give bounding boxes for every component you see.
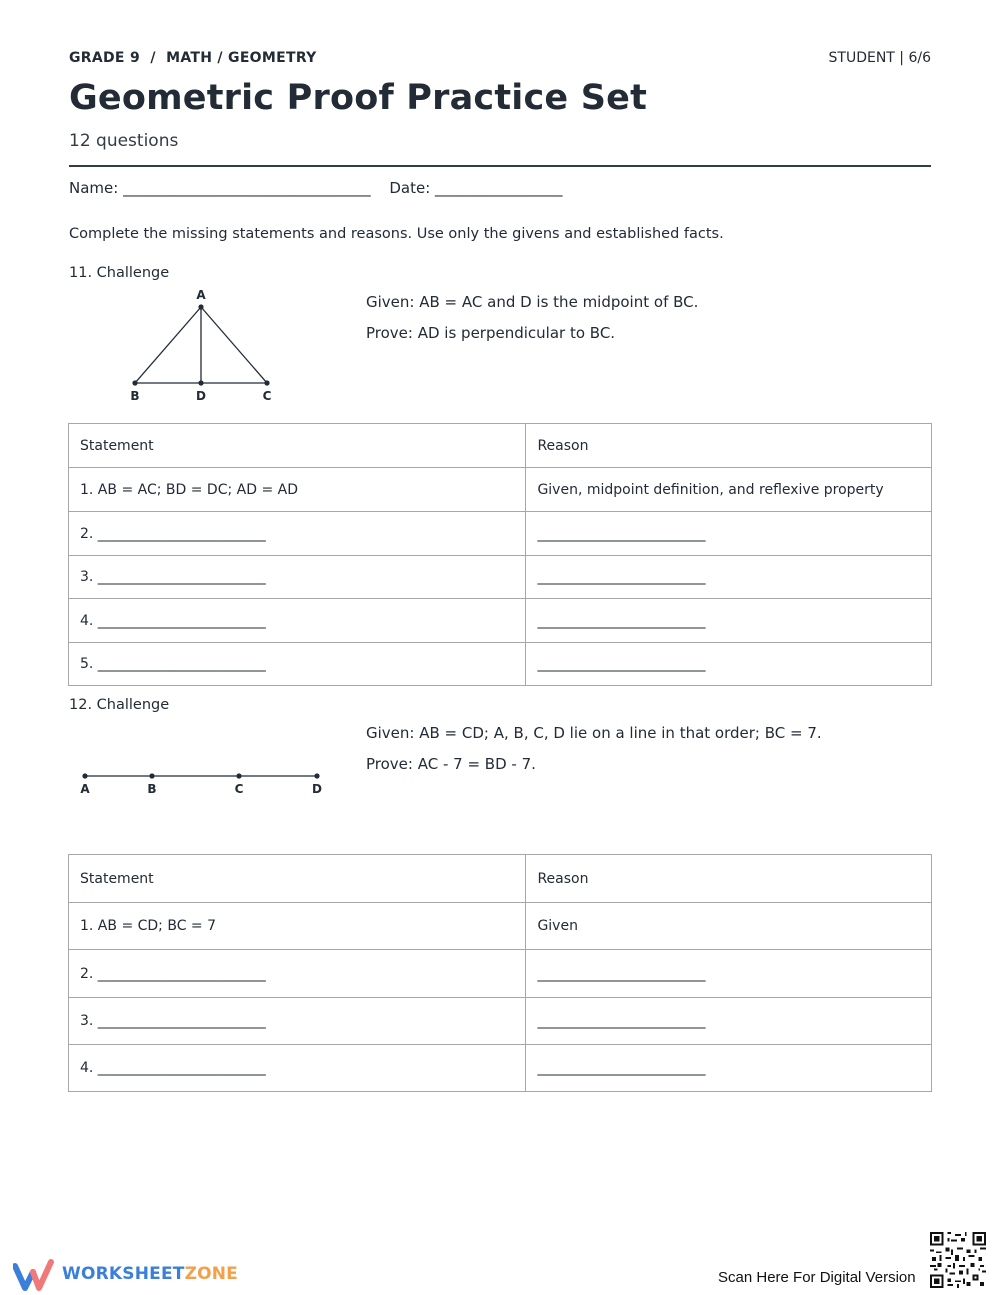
logo-text: WORKSHEETZONE [62,1264,238,1284]
reason-blank[interactable]: ________________________ [526,599,932,643]
line-diagram [80,773,322,796]
reason-cell: Given, midpoint definition, and reflexive property [526,468,932,512]
question-11-given: Given: AB = AC and D is the midpoint of BC. [366,293,699,311]
point-c [236,773,241,778]
statement-blank[interactable]: 2. ________________________ [69,512,526,556]
qr-code-icon[interactable] [930,1232,986,1288]
reason-blank[interactable]: ________________________ [526,1045,932,1092]
question-11-prove: Prove: AD is perpendicular to BC. [366,324,616,342]
statement-blank[interactable]: 2. ________________________ [69,950,526,998]
question-count: 12 questions [69,131,179,151]
reason-blank[interactable]: ________________________ [526,998,932,1045]
page-indicator: STUDENT | 6/6 [828,50,931,66]
point-c [264,380,269,385]
triangle-diagram [130,288,271,403]
table-row [69,556,932,599]
statement-blank[interactable]: 4. ________________________ [69,599,526,643]
reason-blank[interactable]: ________________________ [526,950,932,998]
table-row [69,1045,932,1092]
statement-cell: 1. AB = AC; BD = DC; AD = AD [69,468,526,512]
header-statement: Statement [69,855,526,903]
label-point-b: B [130,389,140,403]
header-statement: Statement [69,424,526,468]
breadcrumb: GRADE 9 / MATH / GEOMETRY [69,50,317,66]
name-date-line [69,179,563,197]
statement-blank[interactable]: 3. ________________________ [69,556,526,599]
reason-blank[interactable]: ________________________ [526,643,932,686]
reason-cell: Given [526,903,932,950]
worksheetzone-logo[interactable] [13,1258,253,1292]
statement-blank[interactable]: 3. ________________________ [69,998,526,1045]
proof-table-12 [68,854,932,1092]
table-row [69,468,932,512]
table-row [69,643,932,686]
point-b [149,773,154,778]
table-header-row [69,855,932,903]
question-11-label: 11. Challenge [69,265,170,281]
proof-table-11 [68,423,932,686]
header-reason: Reason [526,855,932,903]
reason-blank[interactable]: ________________________ [526,556,932,599]
date-field[interactable]: Date: _________________ [389,179,563,197]
label-point-b: B [147,782,157,796]
question-12-prove: Prove: AC - 7 = BD - 7. [366,755,536,773]
table-row [69,998,932,1045]
point-a [82,773,87,778]
header-meta [69,50,931,70]
statement-blank[interactable]: 5. ________________________ [69,643,526,686]
name-field[interactable]: Name: _________________________________ [69,179,371,197]
question-12-given: Given: AB = CD; A, B, C, D lie on a line in that order; BC = 7. [366,724,822,742]
header-reason: Reason [526,424,932,468]
scan-caption: Scan Here For Digital Version [718,1269,916,1286]
table-row [69,512,932,556]
reason-blank[interactable]: ________________________ [526,512,932,556]
instructions: Complete the missing statements and reasons. Use only the givens and established facts. [69,226,724,242]
label-point-c: C [262,389,272,403]
table-row [69,599,932,643]
table-header-row [69,424,932,468]
point-d [198,380,203,385]
table-row [69,903,932,950]
statement-blank[interactable]: 4. ________________________ [69,1045,526,1092]
header-divider [69,165,931,167]
segment-ab [135,307,201,383]
segment-ac [201,307,267,383]
point-a [198,304,203,309]
label-point-d: D [196,389,206,403]
table-row [69,950,932,998]
point-b [132,380,137,385]
question-12-label: 12. Challenge [69,697,170,713]
label-point-c: C [234,782,244,796]
label-point-a: A [196,288,206,302]
page-title: Geometric Proof Practice Set [69,78,648,118]
logo-w-icon [13,1258,55,1292]
label-point-d: D [312,782,322,796]
point-d [314,773,319,778]
statement-cell: 1. AB = CD; BC = 7 [69,903,526,950]
label-point-a: A [80,782,90,796]
